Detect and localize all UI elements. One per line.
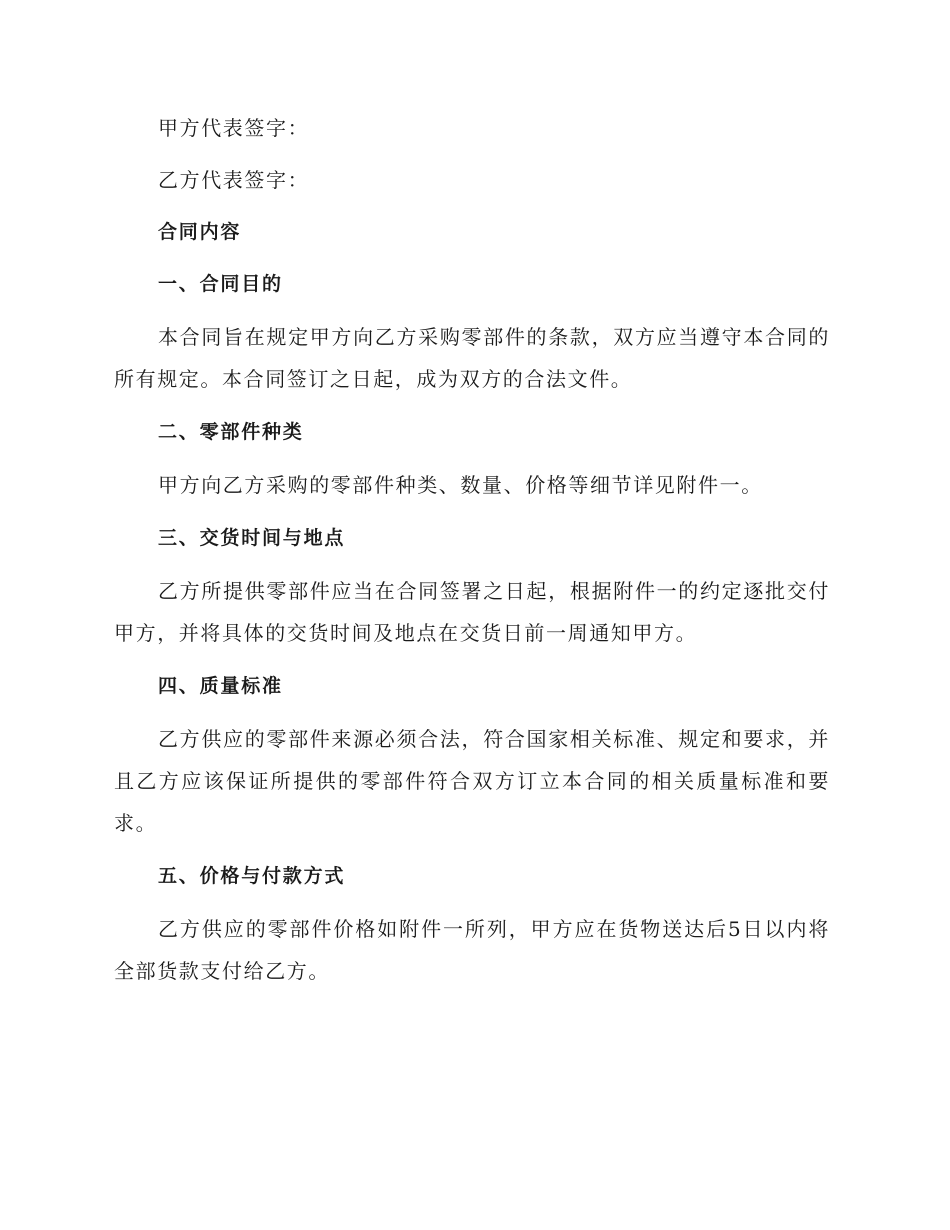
section-body-delivery: 乙方所提供零部件应当在合同签署之日起，根据附件一的约定逐批交付甲方，并将具体的交货时间及地点在交货日前一周通知甲方。 — [114, 579, 830, 645]
section-heading-purpose: 一、合同目的 — [158, 273, 283, 295]
section-body-quality: 乙方供应的零部件来源必须合法，符合国家相关标准、规定和要求，并且乙方应该保证所提供的零部件符合双方订立本合同的相关质量标准和要求。 — [114, 727, 830, 835]
party-b-signature-label: 乙方代表签字： — [158, 168, 310, 192]
section-heading-part-types: 二、零部件种类 — [158, 421, 304, 443]
section-body-payment: 乙方供应的零部件价格如附件一所列，甲方应在货物送达后5日以内将全部货款支付给乙方。 — [114, 917, 830, 983]
section-heading-quality: 四、质量标准 — [158, 675, 283, 697]
section-heading-payment: 五、价格与付款方式 — [158, 865, 346, 887]
section-heading-delivery: 三、交货时间与地点 — [158, 527, 346, 549]
contract-content-title: 合同内容 — [158, 221, 242, 243]
party-a-signature-label: 甲方代表签字： — [158, 116, 310, 140]
section-body-purpose: 本合同旨在规定甲方向乙方采购零部件的条款，双方应当遵守本合同的所有规定。本合同签订之日起，成为双方的合法文件。 — [114, 325, 830, 391]
document-page — [114, 108, 830, 1004]
section-body-part-types: 甲方向乙方采购的零部件种类、数量、价格等细节详见附件一。 — [158, 473, 763, 497]
